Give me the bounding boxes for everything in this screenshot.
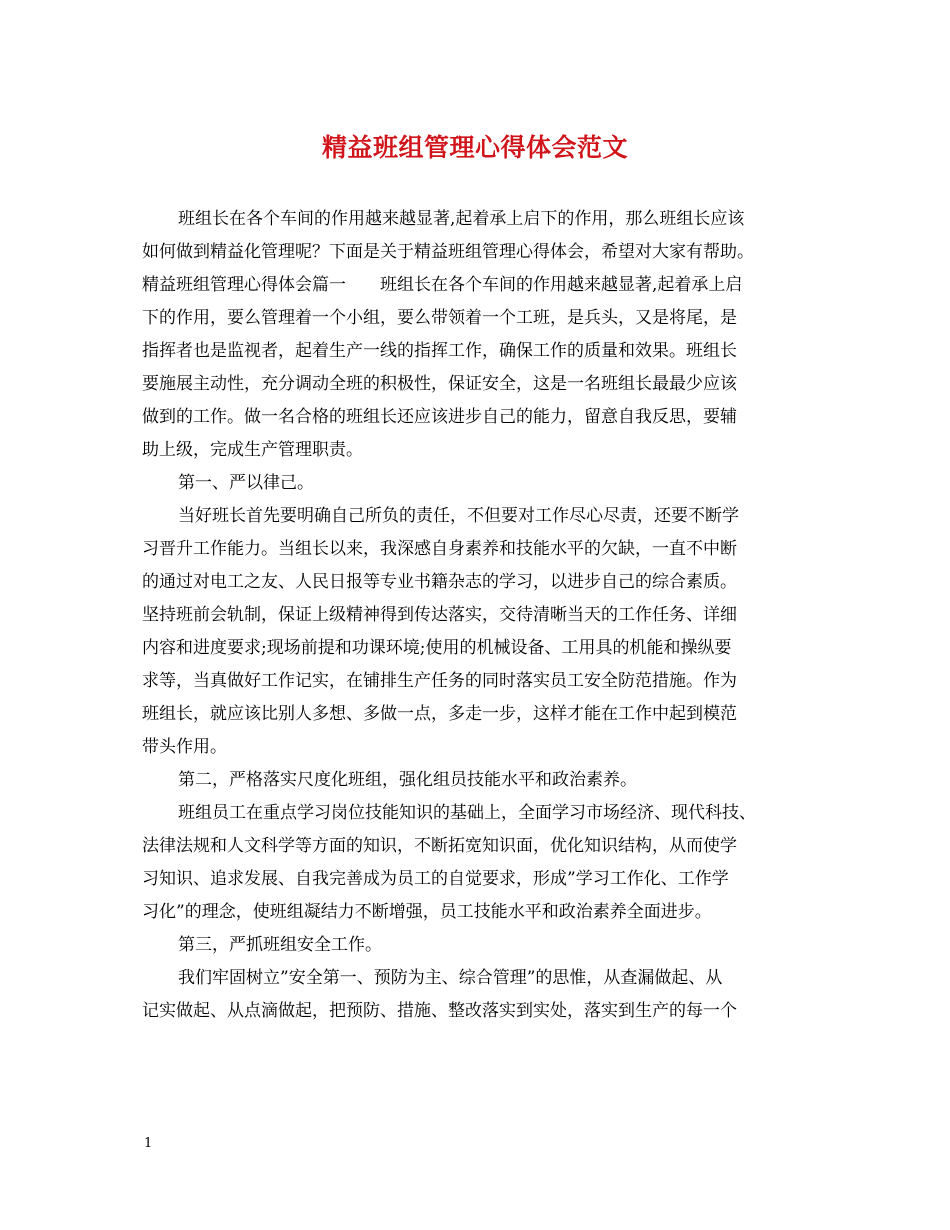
text-line: 习知识、追求发展、自我完善成为员工的自觉要求，形成”学习工作化、工作学 [142, 869, 729, 889]
text-line: 内容和进度要求;现场前提和功课环境;使用的机械设备、工用具的机能和操纵要 [142, 638, 732, 658]
text-line: 法律法规和人文科学等方面的知识，不断拓宽知识面，优化知识结构，从而使学 [142, 836, 737, 856]
document-body [142, 203, 810, 1028]
text-line: 班组长，就应该比别人多想、多做一点，多走一步，这样才能在工作中起到模范 [142, 704, 737, 724]
text-line: 如何做到精益化管理呢？下面是关于精益班组管理心得体会，希望对大家有帮助。 [142, 242, 754, 262]
text-line: 做到的工作。做一名合格的班组长还应该进步自己的能力，留意自我反思，要辅 [142, 407, 737, 427]
page-number: 1 [144, 1136, 153, 1151]
section-heading-2: 第二，严格落实尺度化班组，强化组员技能水平和政治素养。 [178, 770, 637, 790]
section-heading-1: 第一、严以律己。 [178, 473, 314, 493]
text-line: 班组员工在重点学习岗位技能知识的基础上，全面学习市场经济、现代科技、 [178, 803, 756, 823]
text-line: 记实做起、从点滴做起，把预防、措施、整改落实到实处，落实到生产的每一个 [142, 1001, 737, 1021]
text-line: 求等，当真做好工作记实，在铺排生产任务的同时落实员工安全防范措施。作为 [142, 671, 737, 691]
text-line: 当好班长首先要明确自己所负的责任，不但要对工作尽心尽责，还要不断学 [178, 506, 739, 526]
text-line: 班组长在各个车间的作用越来越显著,起着承上启下的作用，那么班组长应该 [178, 209, 745, 229]
text-line: 习晋升工作能力。当组长以来，我深感自身素养和技能水平的欠缺，一直不中断 [142, 539, 737, 559]
text-line: 要施展主动性，充分调动全班的积极性，保证安全，这是一名班组长最最少应该 [142, 374, 737, 394]
text-line: 助上级，完成生产管理职责。 [142, 440, 363, 460]
text-line: 带头作用。 [142, 737, 227, 757]
text-line: 坚持班前会轨制，保证上级精神得到传达落实，交待清晰当天的工作任务、详细 [142, 605, 737, 625]
text-line: 我们牢固树立”安全第一、预防为主、综合管理”的思惟，从查漏做起、从 [178, 968, 723, 988]
text-line: 习化”的理念，使班组凝结力不断增强，员工技能水平和政治素养全面进步。 [142, 902, 712, 922]
text-line: 精益班组管理心得体会篇一 班组长在各个车间的作用越来越显著,起着承上启 [142, 275, 743, 295]
document-title: 精益班组管理心得体会范文 [321, 133, 628, 162]
text-line: 下的作用，要么管理着一个小组，要么带领着一个工班，是兵头，又是将尾，是 [142, 308, 737, 328]
text-line: 的通过对电工之友、人民日报等专业书籍杂志的学习，以进步自己的综合素质。 [142, 572, 737, 592]
section-heading-3: 第三，严抓班组安全工作。 [178, 935, 382, 955]
text-line: 指挥者也是监视者，起着生产一线的指挥工作，确保工作的质量和效果。班组长 [142, 341, 737, 361]
